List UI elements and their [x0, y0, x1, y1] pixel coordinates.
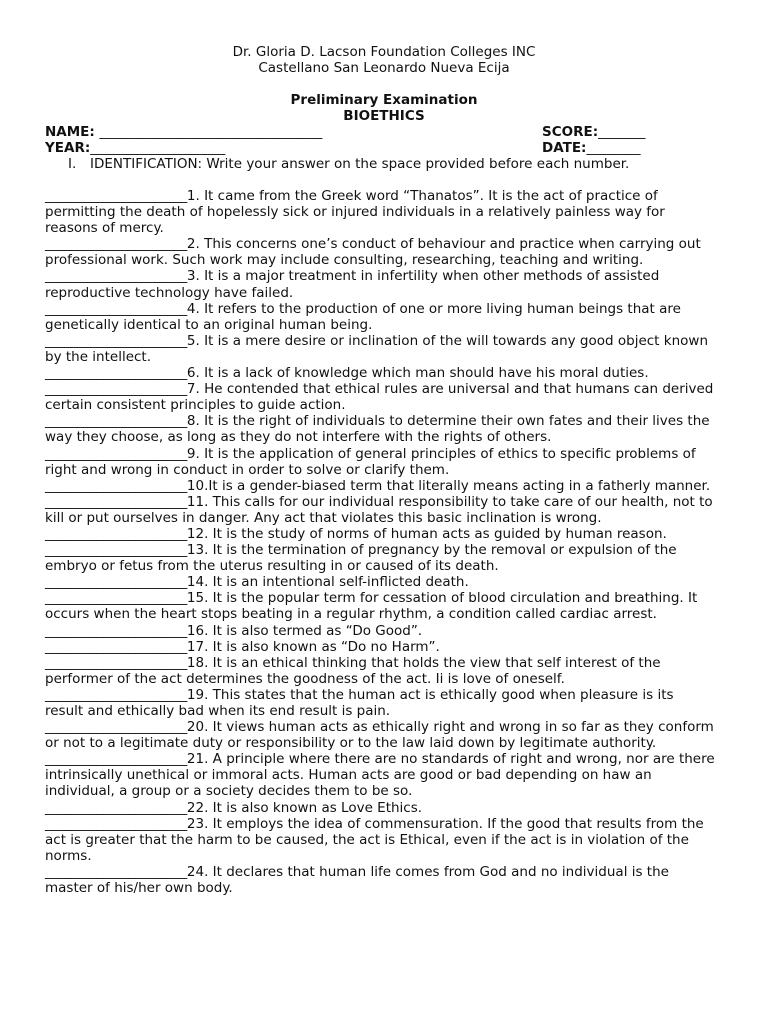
answer-blank[interactable]: ______________________ [45, 525, 187, 542]
answer-blank[interactable]: ______________________ [45, 815, 187, 832]
question-item [45, 542, 715, 574]
identification-instruction [68, 156, 629, 172]
question-text: 13. It is the termination of pregnancy by the removal or expulsion of the embryo or fetus from the uterus resulting in or caused of its death. [45, 542, 677, 575]
answer-blank[interactable]: ______________________ [45, 300, 187, 317]
question-item [45, 574, 715, 590]
question-text: 9. It is the application of general principles of ethics to specific problems of right and wrong in conduct in order to solve or clarify them. [45, 445, 696, 478]
question-text: 17. It is also known as “Do no Harm”. [186, 638, 440, 655]
question-text: 19. This states that the human act is ethically good when pleasure is its result and ethically bad when its end result is pain. [45, 686, 674, 719]
score-field[interactable] [542, 124, 645, 140]
question-text: 23. It employs the idea of commensuration. If the good that results from the act is greater that the harm to be caused, the act is Ethical, even if the act is in violation of the norms. [45, 815, 704, 864]
question-item [45, 590, 715, 622]
school-name: Dr. Gloria D. Lacson Foundation Colleges INC [232, 44, 536, 60]
question-item [45, 188, 715, 236]
question-item [45, 301, 715, 333]
question-text: 12. It is the study of norms of human acts as guided by human reason. [186, 525, 667, 542]
school-address: Castellano San Leonardo Nueva Ecija [258, 60, 510, 76]
question-text: 22. It is also known as Love Ethics. [186, 799, 423, 816]
year-blank[interactable]: ____________________ [90, 140, 226, 156]
score-label: SCORE: [542, 124, 599, 140]
answer-blank[interactable]: ______________________ [45, 477, 187, 494]
question-item [45, 268, 715, 300]
question-item [45, 864, 715, 896]
answer-blank[interactable]: ______________________ [45, 622, 187, 639]
question-text: 2. This concerns one’s conduct of behaviour and practice when carrying out professional work. Such work may include consulting, researching, teaching and writing. [45, 236, 701, 269]
answer-blank[interactable]: ______________________ [45, 381, 187, 398]
question-item [45, 719, 715, 751]
answer-blank[interactable]: ______________________ [45, 542, 187, 559]
question-item [45, 381, 715, 413]
question-item [45, 494, 715, 526]
year-field[interactable] [45, 140, 225, 156]
question-text: 8. It is the right of individuals to determine their own fates and their lives the way they choose, as long as they do not interfere with the rights of others. [45, 413, 710, 446]
subject-title: BIOETHICS [343, 108, 425, 124]
question-text: 21. A principle where there are no standards of right and wrong, nor are there intrinsically unethical or immoral acts. Human acts are good or bad depending on haw an individual, a group or a society decides them to be so. [45, 751, 715, 800]
question-text: 16. It is also termed as “Do Good”. [186, 622, 423, 639]
answer-blank[interactable]: ______________________ [45, 863, 187, 880]
answer-blank[interactable]: ______________________ [45, 268, 187, 285]
question-item [45, 751, 715, 799]
answer-blank[interactable]: ______________________ [45, 445, 187, 462]
question-item [45, 687, 715, 719]
answer-blank[interactable]: ______________________ [45, 413, 187, 430]
question-item [45, 800, 715, 816]
date-label: DATE: [542, 140, 587, 156]
question-text: 14. It is an intentional self-inflicted death. [186, 574, 469, 591]
answer-blank[interactable]: ______________________ [45, 751, 187, 768]
answer-blank[interactable]: ______________________ [45, 332, 187, 349]
question-item [45, 333, 715, 365]
name-field[interactable] [45, 124, 322, 140]
question-item [45, 526, 715, 542]
answer-blank[interactable]: ______________________ [45, 638, 187, 655]
question-text: 4. It refers to the production of one or more living human beings that are genetically identical to an original human being. [45, 300, 681, 333]
date-blank[interactable]: ________ [586, 140, 641, 156]
answer-blank[interactable]: ______________________ [45, 686, 187, 703]
question-list [45, 188, 715, 896]
question-item [45, 478, 715, 494]
question-item [45, 446, 715, 478]
question-text: 7. He contended that ethical rules are universal and that humans can derived certain consistent principles to guide action. [45, 381, 714, 414]
date-field[interactable] [542, 140, 640, 156]
section-number: I. [68, 156, 77, 172]
question-text: 24. It declares that human life comes from God and no individual is the master of his/her own body. [45, 863, 669, 897]
answer-blank[interactable]: ______________________ [45, 799, 187, 816]
question-item [45, 816, 715, 864]
question-text: 6. It is a lack of knowledge which man should have his moral duties. [186, 365, 649, 382]
name-blank[interactable]: _________________________________ [99, 124, 323, 140]
question-item [45, 655, 715, 687]
answer-blank[interactable]: ______________________ [45, 493, 187, 510]
answer-blank[interactable]: ______________________ [45, 236, 187, 253]
exam-title: Preliminary Examination [290, 92, 478, 108]
question-text: 18. It is an ethical thinking that holds the view that self interest of the performer of the act determines the goodness of the act. Ii is love of oneself. [45, 654, 661, 687]
instruction-text: IDENTIFICATION: Write your answer on the space provided before each number. [90, 156, 630, 172]
answer-blank[interactable]: ______________________ [45, 365, 187, 382]
question-item [45, 623, 715, 639]
answer-blank[interactable]: ______________________ [45, 590, 187, 607]
question-text: 11. This calls for our individual responsibility to take care of our health, not to kill or put ourselves in danger. Any act that violates this basic inclination is wrong. [45, 493, 713, 526]
question-item [45, 413, 715, 445]
question-item [45, 639, 715, 655]
question-text: 3. It is a major treatment in infertility when other methods of assisted reproductive technology have failed. [45, 268, 660, 301]
answer-blank[interactable]: ______________________ [45, 719, 187, 736]
question-item [45, 236, 715, 268]
answer-blank[interactable]: ______________________ [45, 574, 187, 591]
year-label: YEAR: [45, 140, 91, 156]
name-label: NAME: [45, 124, 95, 140]
question-text: 5. It is a mere desire or inclination of the will towards any good object known by the intellect. [45, 332, 709, 365]
question-text: 15. It is the popular term for cessation of blood circulation and breathing. It occurs when the heart stops beating in a regular rhythm, a condition called cardiac arrest. [45, 590, 698, 623]
answer-blank[interactable]: ______________________ [45, 188, 187, 204]
score-blank[interactable]: _______ [598, 124, 646, 140]
question-text: 1. It came from the Greek word “Thanatos”. It is the act of practice of permitting the death of hopelessly sick or injured individuals in a relatively painless way for reasons of mercy. [45, 188, 665, 237]
question-text: 20. It views human acts as ethically right and wrong in so far as they conform or not to a legitimate duty or responsibility or to the law laid down by legitimate authority. [45, 719, 714, 752]
question-item [45, 365, 715, 381]
question-text: 10.It is a gender-biased term that literally means acting in a fatherly manner. [186, 477, 711, 494]
answer-blank[interactable]: ______________________ [45, 654, 187, 671]
